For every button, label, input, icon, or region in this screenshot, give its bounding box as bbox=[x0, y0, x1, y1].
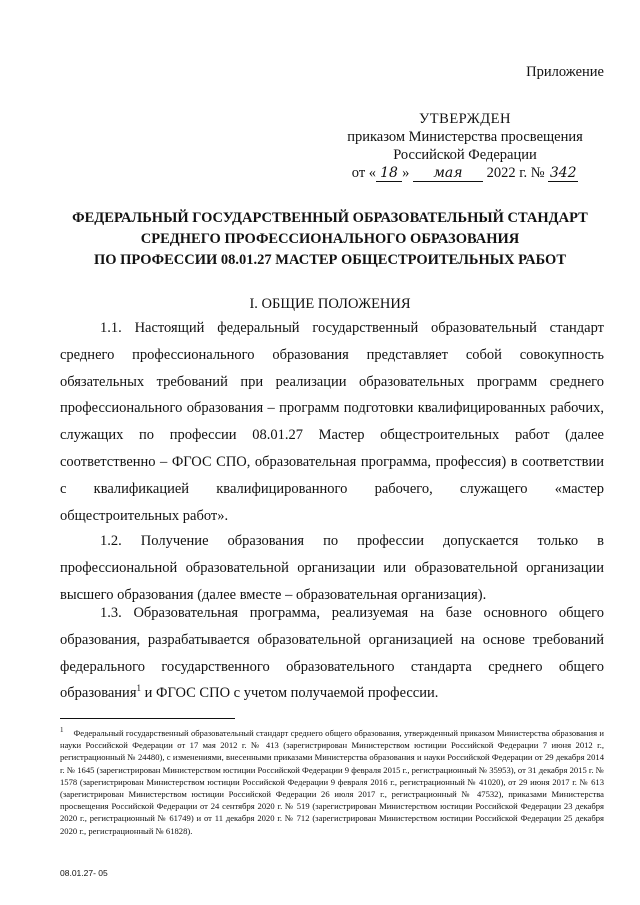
paragraph-1-2 bbox=[60, 528, 604, 608]
footnote-reference: 1 bbox=[136, 683, 141, 694]
footnote-marker: 1 bbox=[60, 726, 64, 735]
paragraph-1-2-text: 1.2. Получение образования по профессии допускается только в профессиональной образовательной организации или образовательной организации высшего образования (далее вместе – образовательная организация). bbox=[60, 533, 604, 603]
title-line-3: ПО ПРОФЕССИИ 08.01.27 МАСТЕР ОБЩЕСТРОИТЕЛЬНЫХ РАБОТ bbox=[93, 252, 567, 268]
approval-date bbox=[330, 164, 600, 182]
section-heading: I. ОБЩИЕ ПОЛОЖЕНИЯ bbox=[249, 296, 411, 312]
handwritten-day: 18 bbox=[376, 165, 402, 182]
page-code: 08.01.27- 05 bbox=[60, 868, 108, 878]
date-prefix: от « bbox=[351, 165, 377, 181]
approval-line-2: Российской Федерации bbox=[393, 147, 537, 163]
paragraph-1-1-text: 1.1. Настоящий федеральный государственный образовательный стандарт среднего профессионального образования представляет собой совокупность обязательных требований при реализации образовательных программ среднего профессионального образования – программ подготовки квалифицированных рабочих, служащих по профессии 08.01.27 Мастер общестроительных работ (далее соответственно – ФГОС СПО, образовательная программа, профессия) в соответствии с квалификацией квалифицированного рабочего, служащего «мастер общестроительных работ». bbox=[60, 320, 604, 524]
date-year: 2022 г. № bbox=[486, 165, 545, 181]
document-title bbox=[60, 208, 600, 271]
paragraph-1-3-text bbox=[60, 600, 604, 707]
paragraph-1-3-part-a: 1.3. Образовательная программа, реализуемая на базе основного общего образования, разрабатывается образовательной организацией на основе требований федерального государственного образовательного стандарта среднего общего образования bbox=[60, 605, 604, 702]
approval-line-1: приказом Министерства просвещения bbox=[347, 129, 583, 145]
title-line-2: СРЕДНЕГО ПРОФЕССИОНАЛЬНОГО ОБРАЗОВАНИЯ bbox=[140, 231, 520, 247]
footnote-text: Федеральный государственный образовательный стандарт среднего общего образования, утвержденный приказом Министерства образования и науки Российской Федерации от 17 мая 2012 г. № 413 (зарегистрирован Министерством юстиции Российской Федерации 7 июня 2012 г., регистрационный № 24480), с изменениями, внесенными приказами Министерства образования и науки Российской Федерации от 29 декабря 2014 г. № 1645 (зарегистрирован Министерством юстиции Российской Федерации 9 февраля 2015 г., регистрационный № 35953), от 31 декабря 2015 г. № 1578 (зарегистрирован Министерством юстиции Российской Федерации 9 февраля 2016 г., регистрационный № 41020), от 29 июня 2017 г. № 613 (зарегистрирован Министерством юстиции Российской Федерации 26 июля 2017 г., регистрационный № 47532), приказами Министерства просвещения Российской Федерации от 24 сентября 2020 г. № 519 (зарегистрирован Министерством юстиции Российской Федерации 23 декабря 2020 г., регистрационный № 61749) и от 11 декабря 2020 г. № 712 (зарегистрирован Министерством юстиции Российской Федерации 25 декабря 2020 г., регистрационный № 61828). bbox=[60, 728, 604, 836]
approval-block bbox=[330, 110, 600, 182]
footnote-divider bbox=[60, 718, 235, 719]
footnote bbox=[60, 727, 604, 837]
handwritten-number: 342 bbox=[549, 165, 577, 181]
paragraph-1-1 bbox=[60, 315, 604, 529]
date-mid: » bbox=[402, 165, 410, 181]
title-line-1: ФЕДЕРАЛЬНЫЙ ГОСУДАРСТВЕННЫЙ ОБРАЗОВАТЕЛЬНЫЙ СТАНДАРТ bbox=[72, 210, 588, 226]
paragraph-1-3 bbox=[60, 600, 604, 707]
approval-heading: УТВЕРЖДЕН bbox=[419, 111, 511, 127]
handwritten-month: мая bbox=[413, 165, 483, 182]
paragraph-1-3-part-b: и ФГОС СПО с учетом получаемой профессии. bbox=[141, 685, 439, 702]
appendix-label: Приложение bbox=[526, 64, 604, 80]
